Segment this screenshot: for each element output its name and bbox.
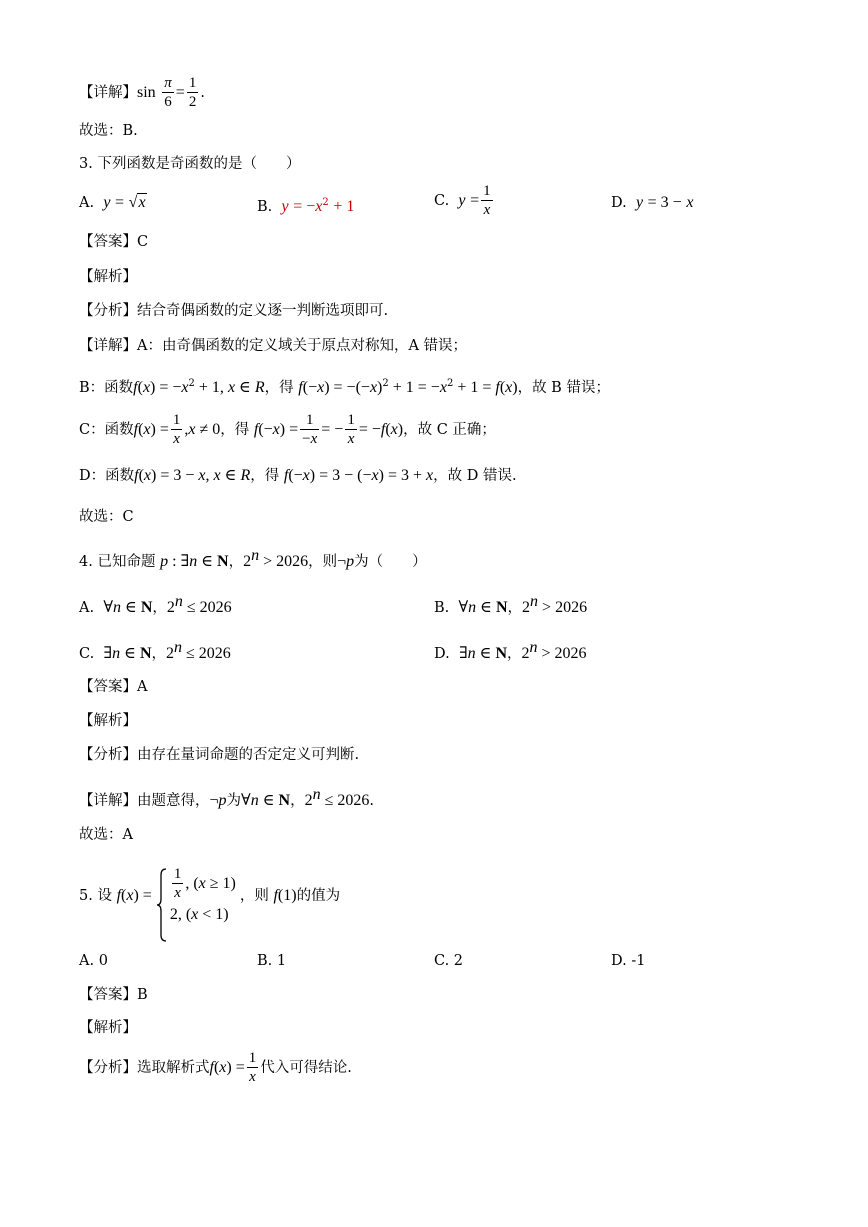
q4-detail: 【详解】由题意得，¬p为∀n ∈ N，$2^n \le 2026$. bbox=[79, 786, 374, 809]
q4-analysis: 【解析】 bbox=[79, 713, 137, 729]
q4-option-a: A. ∀n ∈ N，$2^n \le 2026$ bbox=[79, 593, 232, 616]
q4-option-c: C. ∃n ∈ N，$2^n \le 2026$ bbox=[79, 639, 231, 662]
q4-answer: 【答案】A bbox=[79, 679, 148, 695]
q3-detail-b: B：函数$f(x) = -x^2 + 1$, x ∈ R，得 $f(-x) = -(-x)^2 + 1 = -x^2 + 1 = f(x)$，故 B 错误； bbox=[79, 378, 610, 396]
q5-stem: 5. 设 f ( x ) = $\frac{1}{x}$ , (x ≥ 1) 2, (x < 1) ，则 f (1) 的值为 bbox=[79, 858, 340, 934]
q5-answer: 【答案】B bbox=[79, 987, 148, 1003]
q3-detail-a: 【详解】A：由奇偶函数的定义域关于原点对称知，A 错误； bbox=[79, 338, 468, 354]
q3-detail-d: D：函数f(x) = 3 − x, x ∈ R，得 f(−x) = 3 − (−x) = 3 + x，故 D 错误. bbox=[79, 467, 517, 484]
q3-fenxi: 【分析】结合奇偶函数的定义逐一判断选项即可. bbox=[79, 303, 389, 319]
q4-option-d: D. ∃n ∈ N，$2^n > 2026$ bbox=[434, 639, 587, 662]
q2-detail-line: 【详解】sin $\frac{\pi}{6}$ = $\frac{1}{2}$ . bbox=[79, 75, 205, 110]
pi-over-6: $\frac{\pi}{6}$ bbox=[164, 75, 172, 110]
q5-option-c: C. 2 bbox=[434, 953, 464, 969]
q4-fenxi: 【分析】由存在量词命题的否定定义可判断. bbox=[79, 747, 360, 763]
q3-option-d: D. y = 3 − x bbox=[611, 194, 694, 211]
q2-detail-label: 【详解】 bbox=[79, 85, 137, 101]
q3-analysis: 【解析】 bbox=[79, 269, 137, 285]
q2-choose: 故选：B. bbox=[79, 123, 138, 139]
q3-answer: 【答案】C bbox=[79, 234, 149, 250]
q4-option-b: B. ∀n ∈ N，$2^n > 2026$ bbox=[434, 593, 588, 616]
q3-option-c: C. y = $\frac{1}{x}$ bbox=[434, 183, 491, 218]
q5-analysis: 【解析】 bbox=[79, 1020, 137, 1036]
q3-choose: 故选：C bbox=[79, 509, 134, 525]
q5-option-d: D. -1 bbox=[611, 953, 646, 969]
q3-option-b: B. $y = -x^2 + 1$ bbox=[257, 197, 355, 215]
q5-option-b: B. 1 bbox=[257, 953, 287, 969]
sin-text: sin bbox=[137, 84, 156, 101]
one-half: $\frac{1}{2}$ bbox=[188, 75, 197, 110]
piecewise-definition: $\frac{1}{x}$ , (x ≥ 1) 2, (x < 1) bbox=[156, 867, 236, 924]
q3-detail-c: C：函数f(x) = $\frac{1}{x}$ ,x ≠ 0，得 f(−x) = $\frac{1}{-x}$ = − $\frac{1}{x}$ = −f(x)，故 C 正确； bbox=[79, 412, 496, 447]
q3-stem: 3. 下列函数是奇函数的是（ ） bbox=[79, 156, 301, 172]
q5-option-a: A. 0 bbox=[79, 953, 108, 969]
q4-stem: 4. 已知命题 p : ∃n ∈ N，$2^n > 2026$，则¬p为（ ） bbox=[79, 547, 427, 570]
q4-choose: 故选：A bbox=[79, 827, 133, 843]
q5-fenxi: 【分析】选取解析式f(x) = $\frac{1}{x}$ 代入可得结论. bbox=[79, 1050, 352, 1085]
q3-option-a: A. y = √x bbox=[79, 194, 146, 211]
left-brace-icon bbox=[156, 867, 168, 943]
